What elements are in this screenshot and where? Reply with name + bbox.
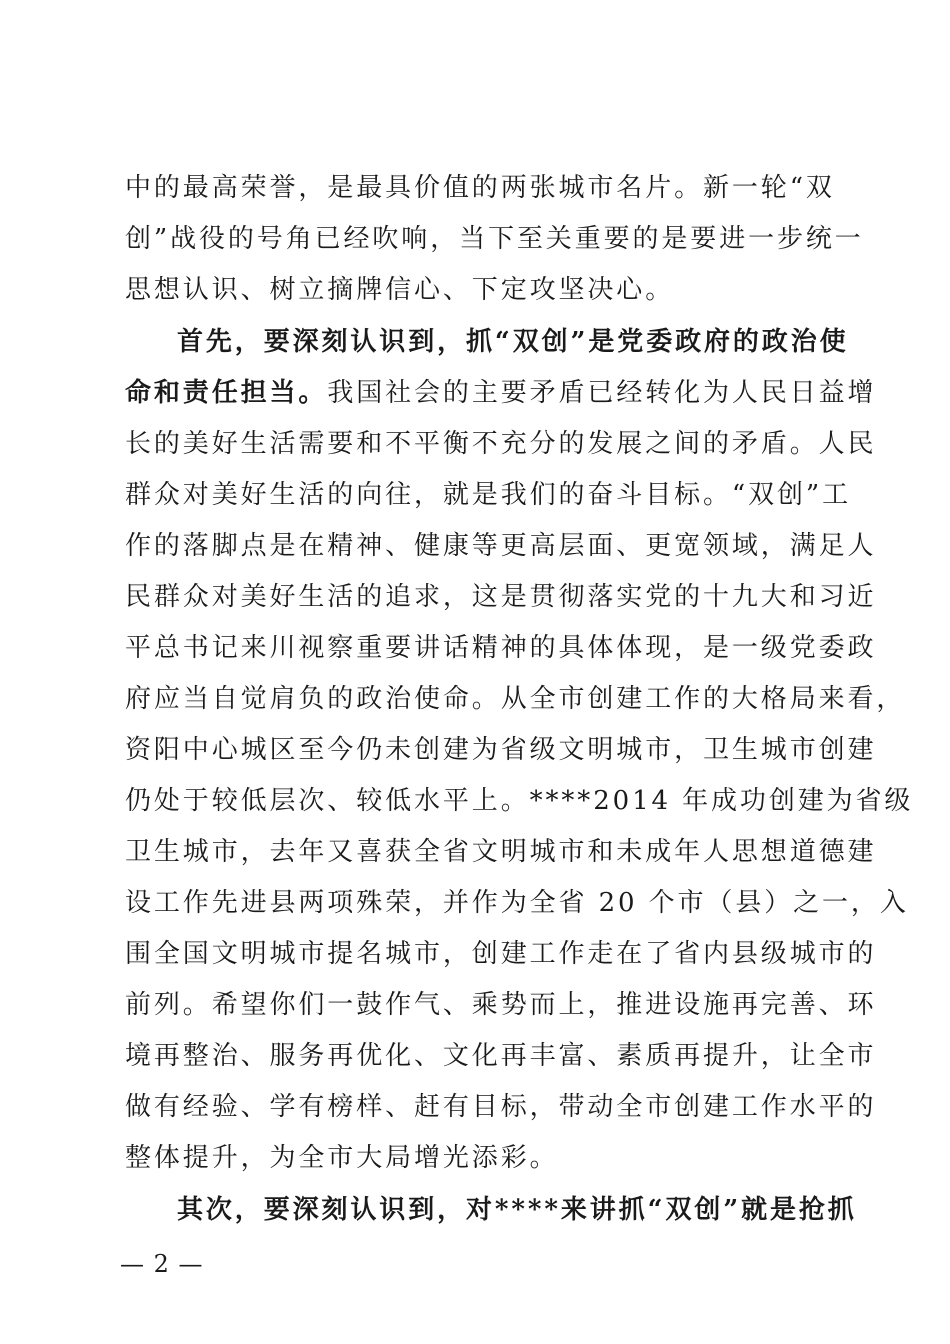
body-text-line: 做有经验、学有榜样、赶有目标，带动全市创建工作水平的 (125, 1092, 877, 1122)
body-text-line: 创”战役的号角已经吹响，当下至关重要的是要进一步统一 (125, 224, 864, 254)
body-text-line (125, 380, 876, 406)
body-text-line: 长的美好生活需要和不平衡不充分的发展之间的矛盾。人民 (125, 429, 877, 459)
body-text-line: 中的最高荣誉，是最具价值的两张城市名片。新一轮“双 (125, 173, 835, 203)
body-text-line: 思想认识、树立摘牌信心、下定攻坚决心。 (125, 275, 675, 305)
body-text-line: 整体提升，为全市大局增光添彩。 (125, 1143, 559, 1173)
body-text-line: 境再整治、服务再优化、文化再丰富、素质再提升，让全市 (125, 1041, 877, 1071)
body-text-line: 前列。希望你们一鼓作气、乘势而上，推进设施再完善、环 (125, 990, 877, 1020)
section-heading: 其次，要深刻认识到，对****来讲抓“双创”就是抢抓 (177, 1195, 857, 1225)
section-heading: 首先，要深刻认识到，抓“双创”是党委政府的政治使 (177, 327, 849, 357)
body-text-line: 作的落脚点是在精神、健康等更高层面、更宽领域，满足人 (125, 531, 877, 561)
body-text-line: 资阳中心城区至今仍未创建为省级文明城市，卫生城市创建 (125, 735, 877, 765)
page-number: — 2 — (120, 1250, 204, 1278)
body-text-line: 仍处于较低层次、较低水平上。****2014 年成功创建为省级 (125, 786, 914, 816)
section-heading-end: 命和责任担当。 (125, 378, 328, 408)
body-text-line: 群众对美好生活的向往，就是我们的奋斗目标。“双创”工 (125, 480, 851, 510)
body-text-line: 民群众对美好生活的追求，这是贯彻落实党的十九大和习近 (125, 582, 877, 612)
body-text-line: 平总书记来川视察重要讲话精神的具体体现，是一级党委政 (125, 633, 877, 663)
body-text-span: 我国社会的主要矛盾已经转化为人民日益增 (327, 378, 877, 408)
body-text-line: 围全国文明城市提名城市，创建工作走在了省内县级城市的 (125, 939, 877, 969)
body-text-line: 卫生城市，去年又喜获全省文明城市和未成年人思想道德建 (125, 837, 877, 867)
body-text-line: 府应当自觉肩负的政治使命。从全市创建工作的大格局来看， (125, 684, 906, 714)
body-text-line: 设工作先进县两项殊荣，并作为全省 20 个市（县）之一，入 (125, 888, 909, 918)
